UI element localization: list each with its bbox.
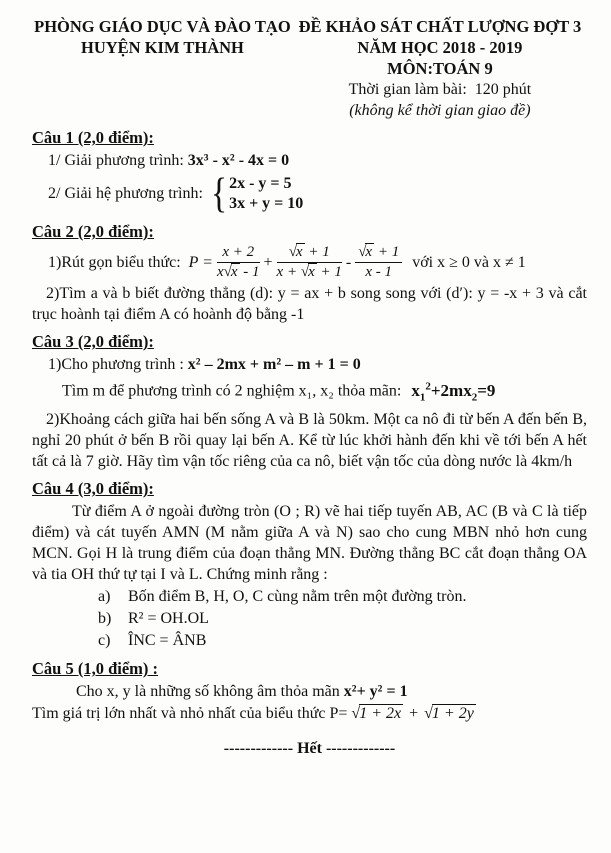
- system-equation-2: 3x + y = 10: [229, 195, 304, 212]
- q4-subitem-a: [98, 586, 587, 608]
- q1-item-2: [32, 173, 587, 215]
- question-3: [32, 332, 587, 472]
- item-text: Bốn điểm B, H, O, C cùng nằm trên một đường tròn.: [128, 588, 467, 606]
- q4-paragraph: Từ điểm A ở ngoài đường tròn (O ; R) vẽ hai tiếp tuyến AB, AC (B và C là tiếp điểm) và cát tuyến AMN (M nằm giữa A và N) sao cho cung MBN nhỏ hơn cung MCN. Gọi H là trung điểm của đoạn thẳng MN. Đường thẳng BC cắt đoạn thẳng OA và tia OH thứ tự tại I và L. Chứng minh rằng :: [32, 503, 587, 584]
- sqrt-x: √x: [358, 244, 373, 260]
- end-marker: ------------- Hết -------------: [223, 740, 396, 758]
- sqrt-1plus2y: √1 + 2y: [424, 705, 474, 723]
- q1-item-1: [32, 150, 587, 171]
- exam-title: ĐỀ KHẢO SÁT CHẤT LƯỢNG ĐỢT 3: [298, 17, 582, 36]
- question-1: [32, 128, 587, 215]
- q3-item1-equation: x² – 2mx + m² – m + 1 = 0: [187, 356, 361, 373]
- minus-op: -: [345, 253, 352, 271]
- q2-condition: với x ≥ 0 và x ≠ 1: [412, 253, 526, 271]
- q3-item-1: [32, 354, 587, 375]
- header-right: [293, 16, 587, 121]
- q1-item1-label: 1/ Giải phương trình:: [48, 152, 184, 169]
- sqrt-x: √x: [288, 244, 303, 260]
- q5-line-2: [32, 703, 587, 724]
- q2-item1-label: 1)Rút gọn biểu thức:: [48, 253, 181, 271]
- header-left: [32, 16, 293, 121]
- q3-item1-label: 1)Cho phương trình :: [48, 356, 184, 373]
- item-label: b): [98, 610, 112, 628]
- question-3-heading: Câu 3 (2,0 điểm):: [32, 332, 154, 351]
- sqrt-x: √x: [223, 264, 238, 280]
- q3-condition-equation: $x_1^2+2mx_2=9$: [411, 380, 496, 404]
- question-1-heading: Câu 1 (2,0 điểm):: [32, 128, 154, 147]
- fraction-3: $\frac{√x + 1}{x - 1}$: [355, 244, 402, 281]
- item-label: a): [98, 588, 111, 606]
- question-2-heading: Câu 2 (2,0 điểm):: [32, 222, 154, 241]
- q4-subitems: [98, 586, 587, 652]
- item-text: ÎNC = ÂNB: [128, 632, 207, 650]
- question-5: [32, 659, 587, 724]
- sqrt-1plus2x: √1 + 2x: [351, 705, 402, 723]
- question-5-heading: Câu 5 (1,0 điểm) :: [32, 659, 159, 679]
- question-2: [32, 222, 587, 325]
- district: HUYỆN KIM THÀNH: [80, 38, 244, 57]
- q2-item-1: [32, 244, 587, 281]
- p-equals: P =: [188, 253, 213, 271]
- q5-find-text: Tìm giá trị lớn nhất và nhỏ nhất của biểu thức P=: [32, 705, 348, 723]
- question-4-heading: Câu 4 (3,0 điểm):: [32, 479, 154, 499]
- duration: Thời gian làm bài: 120 phút: [348, 81, 532, 98]
- fraction-2: $\frac{√x + 1}{x + √x + 1}$: [276, 244, 342, 280]
- plus-op: +: [409, 705, 419, 723]
- issuing-office: PHÒNG GIÁO DỤC VÀ ĐÀO TẠO: [34, 17, 291, 36]
- q1-item1-equation: 3x³ - x² - 4x = 0: [187, 152, 290, 169]
- q3-item-2: 2)Khoảng cách giữa hai bến sống A và B là 50km. Một ca nô đi từ bến A đến bến B, nghỉ 20 phút ở bến B rồi quay lại bến A. Kể từ lúc khởi hành đến khi về tới bến A hết tất cả là 7 giờ. Hãy tìm vận tốc riêng của ca nô, biết vận tốc của dòng nước là 4km/h: [32, 411, 587, 471]
- subject: MÔN:TOÁN 9: [387, 59, 493, 78]
- q5-given-equation: x²+ y² = 1: [343, 683, 408, 701]
- q4-subitem-c: [98, 630, 587, 652]
- item-label: c): [98, 632, 111, 650]
- q1-item2-label: 2/ Giải hệ phương trình:: [48, 185, 203, 202]
- brace-glyph: {: [210, 171, 228, 217]
- question-4: [32, 479, 587, 652]
- duration-note: (không kể thời gian giao đề): [349, 102, 531, 119]
- q5-given-text: Cho x, y là những số không âm thỏa mãn: [76, 683, 340, 701]
- header: [32, 16, 587, 121]
- plus-op: +: [263, 253, 273, 271]
- school-year: NĂM HỌC 2018 - 2019: [357, 38, 523, 57]
- q3-find-m-text: Tìm m để phương trình có 2 nghiệm x₁, x₂ thỏa mãn:: [62, 382, 402, 400]
- q3-item-1b: [32, 376, 587, 408]
- system-equation-1: 2x - y = 5: [229, 175, 292, 192]
- sqrt-x: √x: [300, 264, 315, 280]
- q2-item-2: 2)Tìm a và b biết đường thẳng (d): y = ax + b song song với (d′): y = -x + 3 và cắt trục hoành tại điểm A có hoành độ bằng -1: [32, 285, 587, 323]
- fraction-1: $\frac{x + 2}{x√x - 1}$: [216, 244, 260, 280]
- q5-line-1: [32, 681, 587, 702]
- item-text: R² = OH.OL: [128, 610, 209, 628]
- equation-system: [209, 173, 303, 215]
- q4-subitem-b: [98, 608, 587, 630]
